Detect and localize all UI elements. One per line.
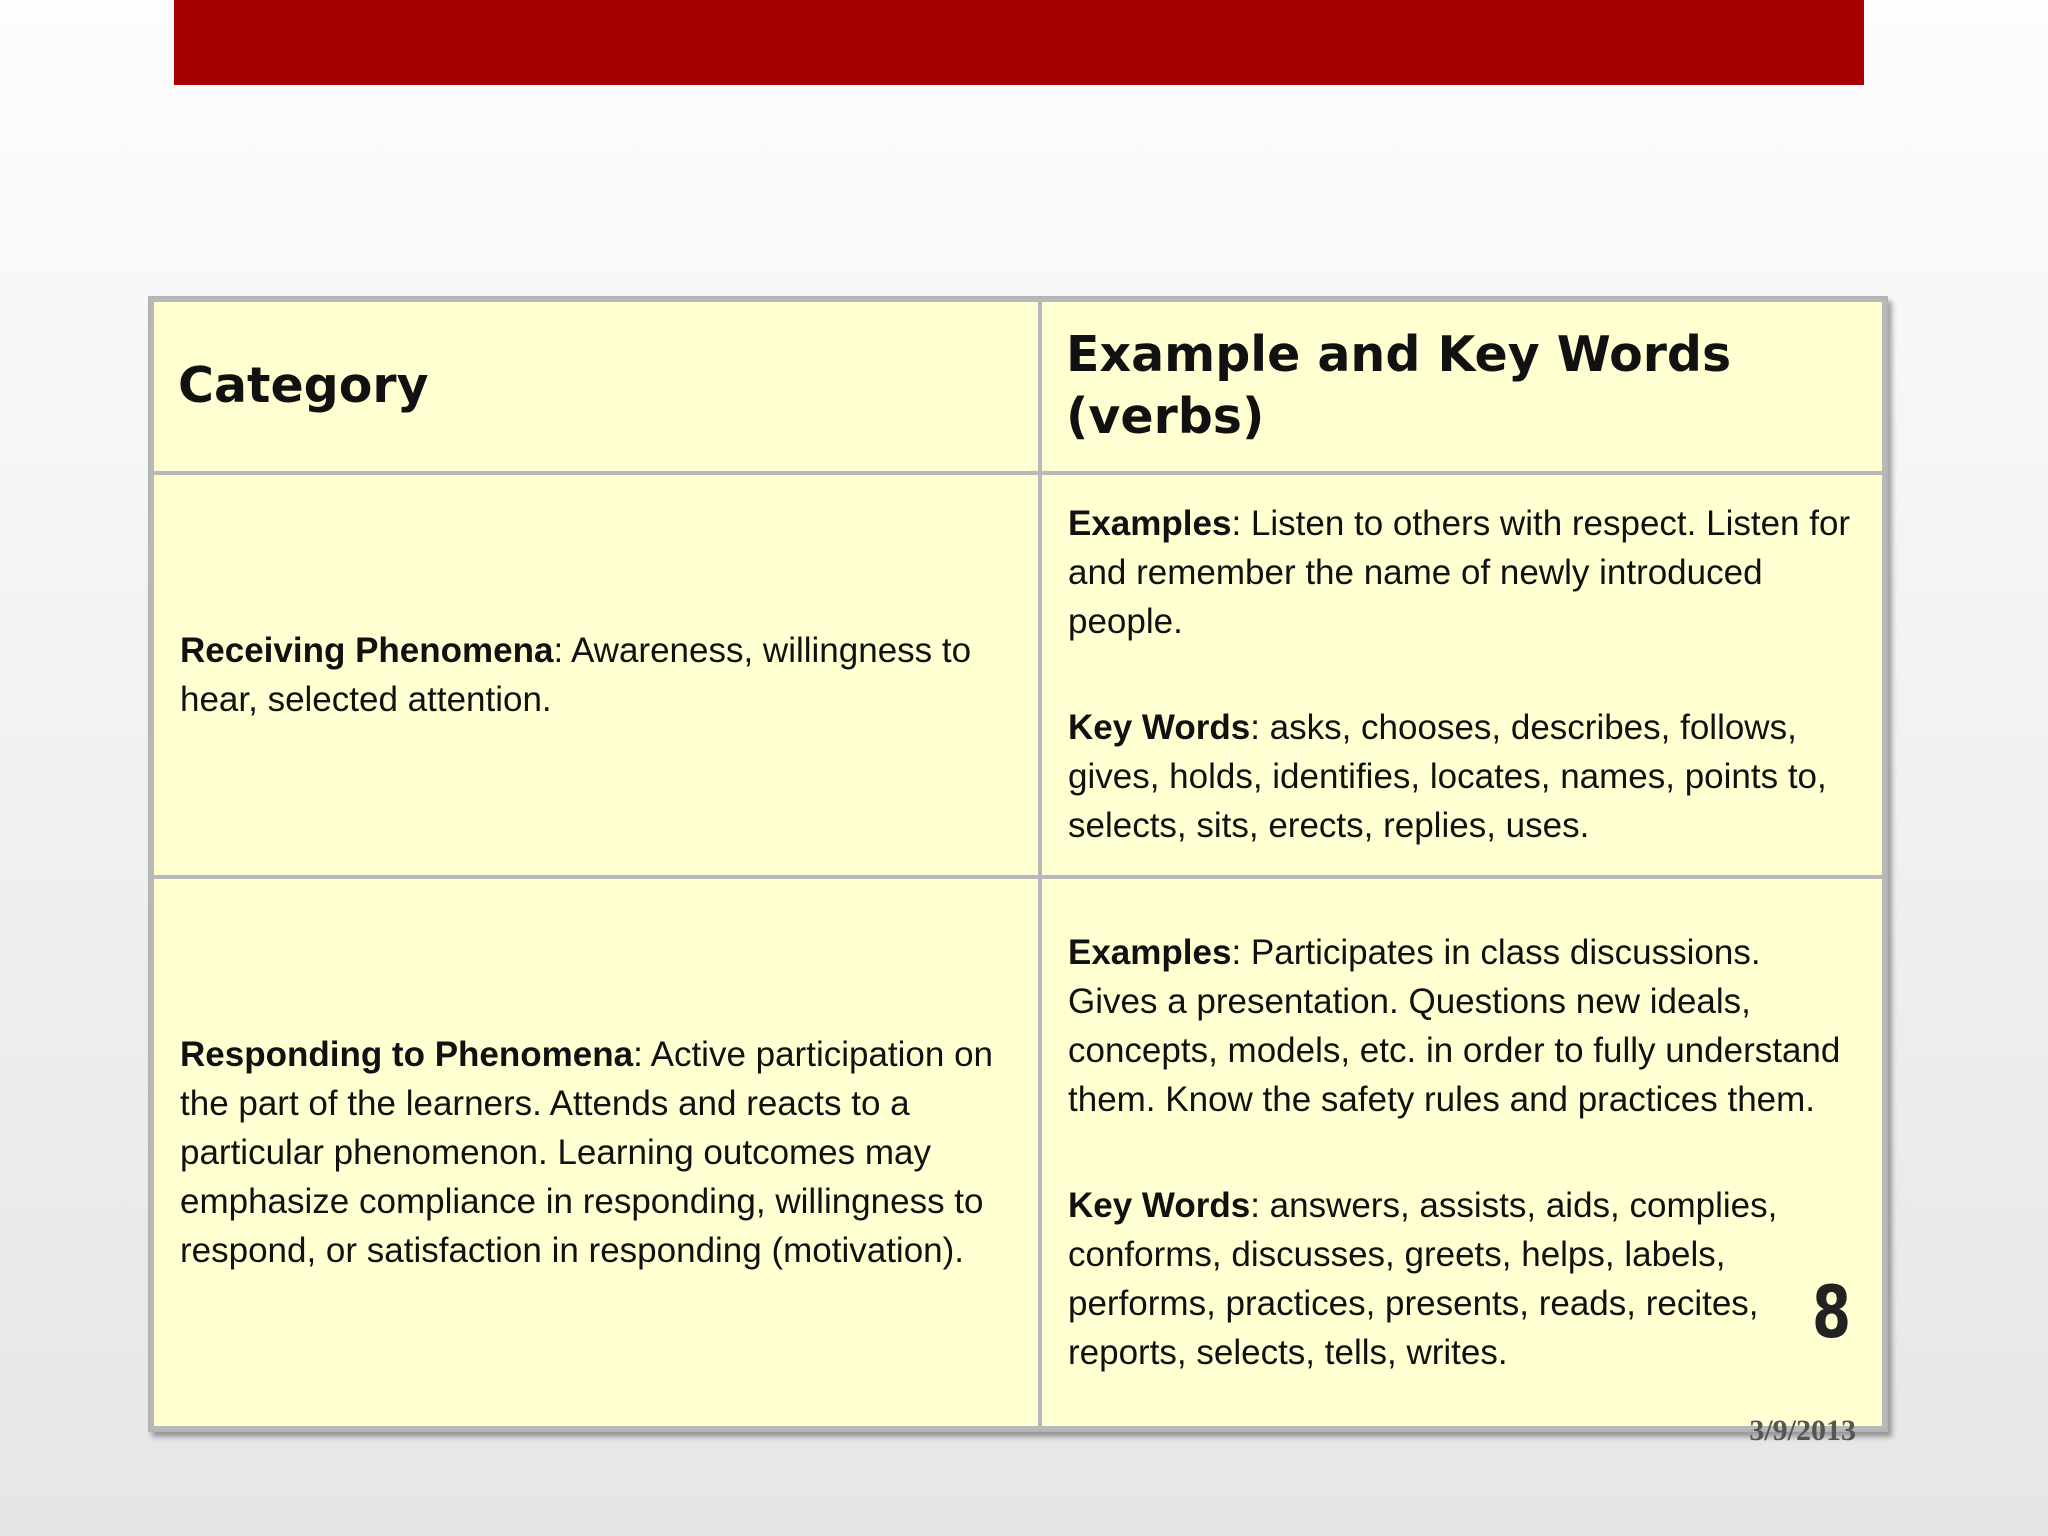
keywords-content: : asks, chooses, describes, follows, gives, holds, identifies, locates, names, points to, selects, sits, erects, replies, uses. xyxy=(1068,708,1827,846)
category-description: : Active participation on the part of the learners. Attends and reacts to a particular phenomenon. Learning outcomes may emphasize compliance in responding, willingness to respond, or satisfaction in responding (motivation). xyxy=(180,1035,994,1271)
slide-date: 3/9/2013 xyxy=(1749,1414,1856,1447)
examples-text xyxy=(1068,928,1856,1124)
category-description: : Awareness, willingness to hear, selected attention. xyxy=(180,630,972,719)
examples-cell xyxy=(1042,475,1882,875)
table-row xyxy=(154,475,1882,875)
category-term: Receiving Phenomena xyxy=(180,630,554,670)
examples-cell xyxy=(1042,879,1882,1426)
keywords-content: : answers, assists, aids, complies, conforms, discusses, greets, helps, labels, performs, practices, presents, reads, recites, reports, selects, tells, writes. xyxy=(1068,1186,1778,1373)
content-table xyxy=(150,298,1886,1430)
category-cell xyxy=(154,475,1038,875)
keywords-label: Key Words xyxy=(1068,708,1251,748)
header-examples: Example and Key Words (verbs) xyxy=(1042,302,1882,471)
examples-label: Examples xyxy=(1068,504,1232,544)
category-text xyxy=(180,1030,1012,1275)
keywords-text xyxy=(1068,703,1856,850)
category-text xyxy=(180,626,1012,724)
examples-label: Examples xyxy=(1068,933,1232,973)
examples-content: : Listen to others with respect. Listen for and remember the name of newly introduced people. xyxy=(1068,504,1851,642)
examples-text xyxy=(1068,499,1856,646)
keywords-label: Key Words xyxy=(1068,1186,1251,1226)
header-category: Category xyxy=(154,302,1038,471)
keywords-text xyxy=(1068,1181,1856,1377)
table-row xyxy=(154,879,1882,1426)
category-term: Responding to Phenomena xyxy=(180,1035,634,1075)
table-header-row xyxy=(154,302,1882,471)
category-cell xyxy=(154,879,1038,1426)
taxonomy-table xyxy=(148,296,1888,1432)
page-number: 8 xyxy=(1812,1270,1852,1354)
top-accent-bar xyxy=(174,0,1864,85)
examples-content: : Participates in class discussions. Gives a presentation. Questions new ideals, concepts, models, etc. in order to fully understand them. Know the safety rules and practices them. xyxy=(1068,933,1841,1120)
